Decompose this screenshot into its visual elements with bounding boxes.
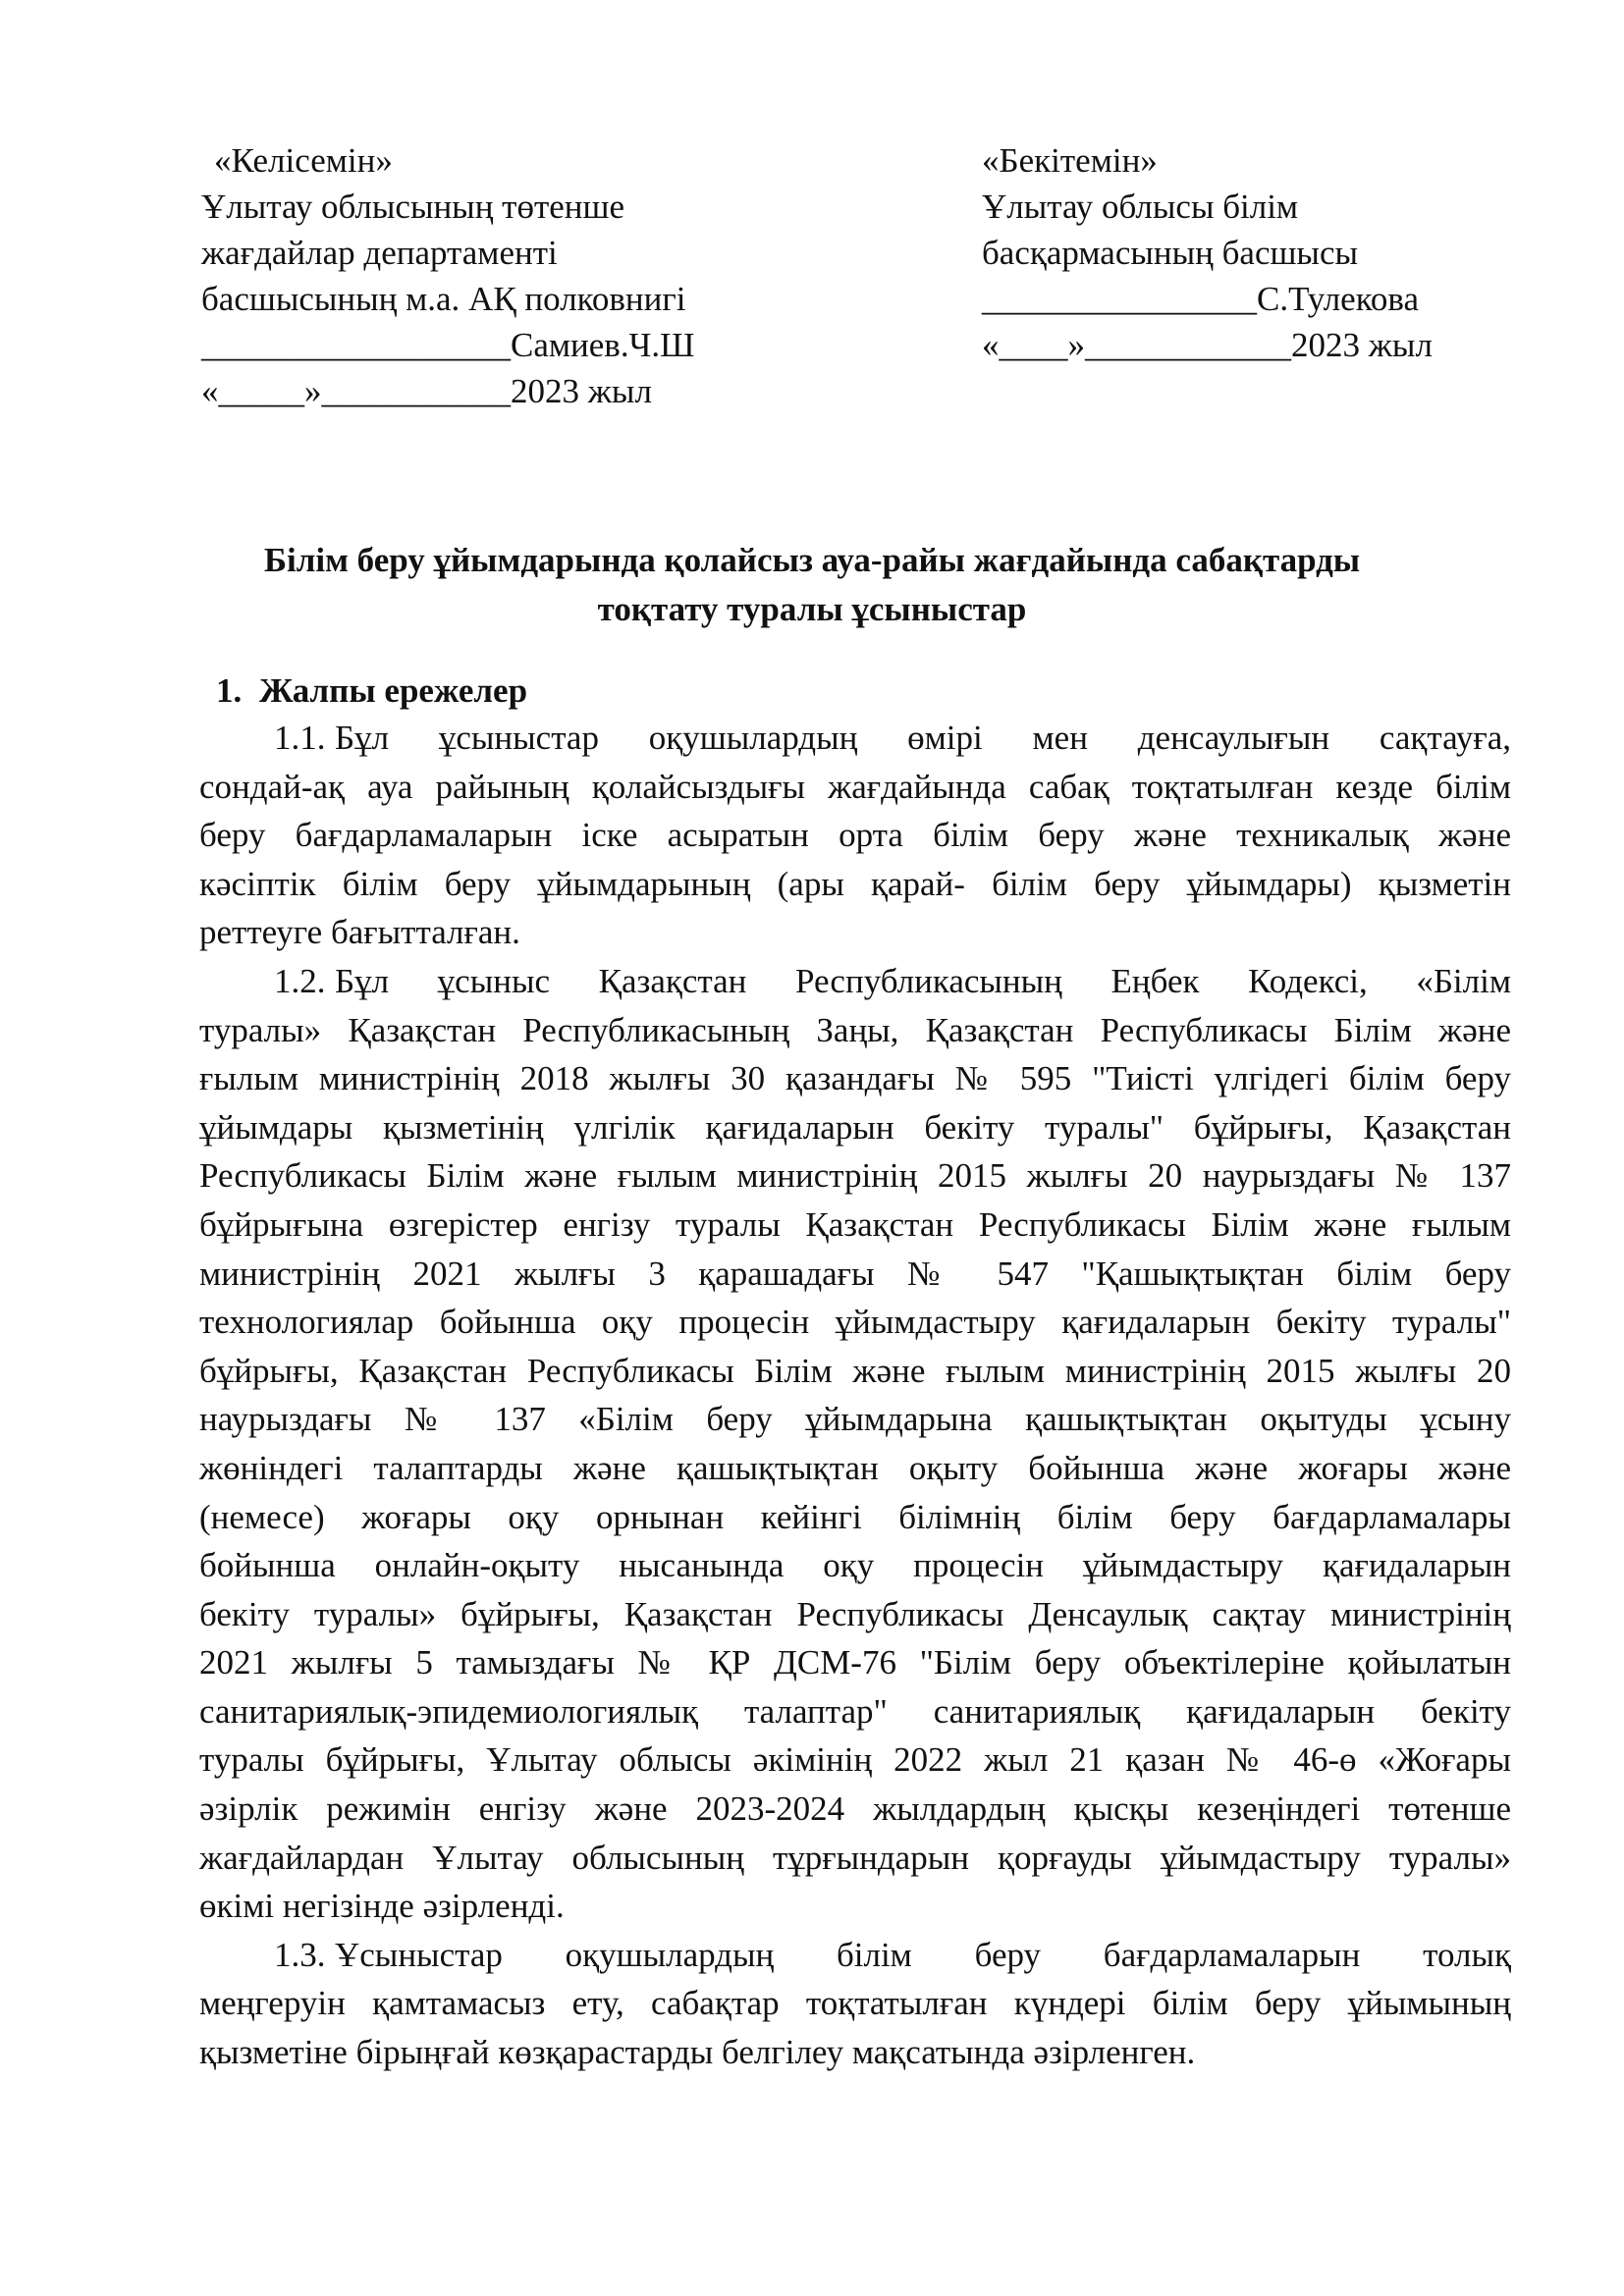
paragraph-line: меңгеруін қамтамасыз ету, сабақтар тоқтатылған күндері білім беру ұйымының (199, 1984, 1511, 2023)
paragraph-line: Республикасы Білім және ғылым министрінің 2015 жылғы 20 наурыздағы № 137 (199, 1156, 1511, 1196)
agreement-date-line: «_____»___________2023 жыл (201, 372, 652, 410)
paragraph-line: жағдайлардан Ұлытау облысының тұрғындарын қорғауды ұйымдастыру туралы» (199, 1838, 1511, 1877)
paragraph-line: беру бағдарламаларын іске асыратын орта білім беру және техникалық және (199, 816, 1511, 855)
paragraph (199, 1931, 1511, 2077)
paragraph-number: 1.2. (274, 961, 326, 1000)
paragraph-list (199, 714, 1511, 2077)
approval-date-line: «____»____________2023 жыл (982, 326, 1433, 364)
paragraph (199, 957, 1511, 1931)
paragraph-line: кәсіптік білім беру ұйымдарының (ары қарай- білім беру ұйымдары) қызметін (199, 864, 1511, 903)
paragraph-line: жөніндегі талаптарды және қашықтықтан оқыту бойынша және жоғары және (199, 1448, 1511, 1487)
approval-line: басқармасының басшысы (982, 234, 1359, 272)
paragraph-line: министрінің 2021 жылғы 3 қарашадағы № 547 "Қашықтықтан білім беру (199, 1254, 1511, 1293)
paragraph-text: Бұл ұсыныстар оқушылардың өмірі мен денсаулығын сақтауға, (335, 719, 1511, 757)
paragraph-line (199, 957, 1511, 1006)
approval-title: «Бекітемін» (982, 141, 1158, 180)
paragraph-line: қызметіне бірыңғай көзқарастарды белгілеу мақсатында әзірленген. (199, 2033, 1196, 2072)
document-title-line: Білім беру ұйымдарында қолайсыз ауа-райы жағдайында сабақтарды (263, 541, 1361, 579)
paragraph-line: технологиялар бойынша оқу процесін ұйымдастыру қағидаларын бекіту туралы" (199, 1303, 1511, 1342)
paragraph-line: ғылым министрінің 2018 жылғы 30 қазандағы № 595 "Тиісті үлгідегі білім беру (199, 1059, 1511, 1098)
agreement-signature-line: __________________Самиев.Ч.Ш (201, 326, 695, 364)
paragraph-number: 1.1. (274, 719, 326, 757)
paragraph-line: сондай-ақ ауа райының қолайсыздығы жағдайында сабақ тоқтатылған кезде білім (199, 767, 1511, 806)
paragraph-line: әзірлік режимін енгізу және 2023-2024 жылдардың қысқы кезеңіндегі төтенше (199, 1789, 1511, 1829)
section-title: Жалпы ережелер (259, 671, 528, 710)
paragraph-text: Ұсыныстар оқушылардың білім беру бағдарламаларын толық (335, 1935, 1511, 1974)
agreement-block (201, 137, 694, 414)
paragraph-line (199, 714, 1511, 763)
paragraph-line: өкімі негізінде әзірленді. (199, 1887, 565, 1926)
approval-line: Ұлытау облысы білім (982, 187, 1299, 226)
paragraph-line: наурыздағы № 137 «Білім беру ұйымдарына қашықтықтан оқытуды ұсыну (199, 1400, 1511, 1439)
paragraph-line: санитариялық-эпидемиологиялық талаптар" санитариялық қағидаларын бекіту (199, 1691, 1511, 1731)
paragraph-line: ұйымдары қызметінің үлгілік қағидаларын бекіту туралы" бұйрығы, Қазақстан (199, 1107, 1511, 1147)
paragraph-line: бұйрығына өзгерістер енгізу туралы Қазақстан Республикасы Білім және ғылым (199, 1204, 1511, 1244)
section-number: 1. (216, 671, 243, 710)
paragraph-text: Бұл ұсыныс Қазақстан Республикасының Еңбек Кодексі, «Білім (335, 961, 1511, 1000)
document-body (199, 714, 1511, 2077)
approval-signature-line: ________________С.Тулекова (982, 280, 1420, 318)
paragraph-line: (немесе) жоғары оқу орнынан кейінгі білімнің білім беру бағдарламалары (199, 1497, 1511, 1536)
paragraph-line: реттеуге бағытталған. (199, 913, 520, 952)
agreement-line: Ұлытау облысының төтенше (201, 187, 625, 226)
paragraph-number: 1.3. (274, 1935, 326, 1974)
paragraph (199, 714, 1511, 957)
paragraph-line: бұйрығы, Қазақстан Республикасы Білім және ғылым министрінің 2015 жылғы 20 (199, 1351, 1511, 1390)
paragraph-line: туралы бұйрығы, Ұлытау облысы әкімінің 2022 жыл 21 қазан № 46-ө «Жоғары (199, 1740, 1511, 1780)
paragraph-line: 2021 жылғы 5 тамыздағы № ҚР ДСМ-76 "Білім беру объектілеріне қойылатын (199, 1643, 1511, 1682)
paragraph-line: бойынша онлайн-оқыту нысанында оқу процесін ұйымдастыру қағидаларын (199, 1546, 1511, 1585)
paragraph-line (199, 1931, 1511, 1980)
agreement-title: «Келісемін» (214, 141, 393, 180)
document-title-line: тоқтату туралы ұсыныстар (597, 590, 1027, 628)
section-heading (216, 667, 527, 715)
approval-block (982, 137, 1433, 368)
agreement-line: жағдайлар департаменті (201, 234, 558, 272)
agreement-line: басшысының м.а. АҚ полковнигі (201, 280, 686, 318)
paragraph-line: бекіту туралы» бұйрығы, Қазақстан Республикасы Денсаулық сақтау министрінің (199, 1594, 1511, 1633)
paragraph-line: туралы» Қазақстан Республикасының Заңы, Қазақстан Республикасы Білім және (199, 1010, 1511, 1049)
document-title (216, 536, 1408, 634)
